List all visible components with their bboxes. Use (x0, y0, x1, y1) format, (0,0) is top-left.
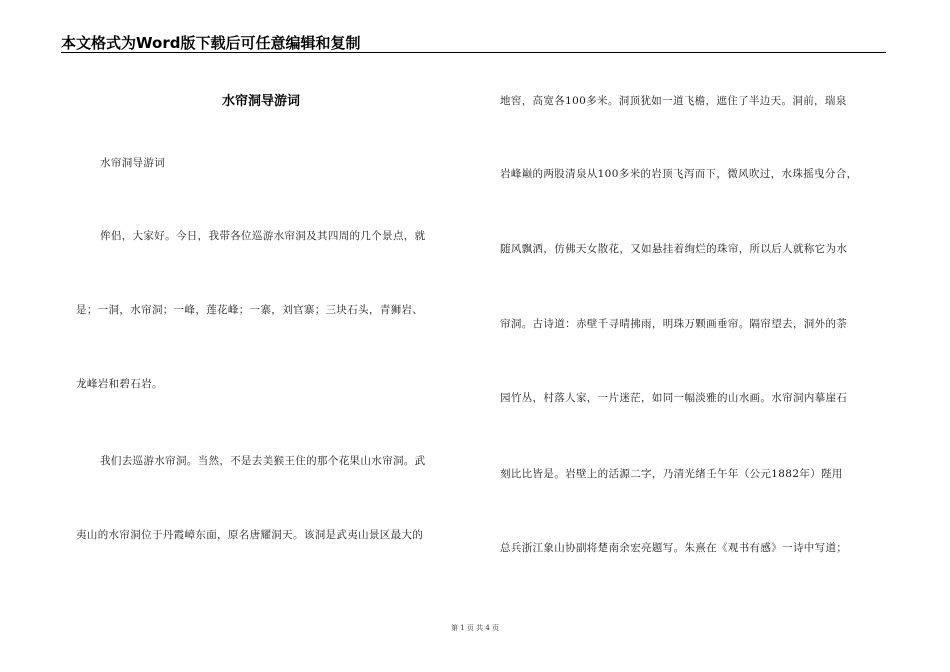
left-paragraph-line: 是；一洞，水帘洞；一峰，莲花峰；一寨，刘官寨；三块石头，青狮岩、 (76, 304, 424, 316)
left-paragraph-line: 水帘洞导游词 (100, 157, 166, 169)
right-paragraph-line: 总兵浙江象山协副将楚南余宏亮题写。朱熹在《观书有感》一诗中写道； (500, 542, 848, 554)
left-paragraph-line: 夷山的水帘洞位于丹霞嶂东面，原名唐耀洞天。该洞是武夷山景区最大的 (76, 529, 424, 541)
document-title: 水帘洞导游词 (221, 94, 300, 109)
left-paragraph-line: 龙峰岩和碧石岩。 (76, 378, 163, 390)
right-paragraph-line: 刻比比皆是。岩壁上的活源二字，乃清光绪壬午年（公元1882年）陛用 (500, 468, 843, 480)
left-paragraph-line: 侔侣，大家好。今日，我带各位巡游水帘洞及其四周的几个景点，就 (100, 230, 426, 242)
left-paragraph-line: 我们去巡游水帘洞。当然，不是去美猴王住的那个花果山水帘洞。武 (100, 455, 426, 467)
right-paragraph-line: 帘洞。古诗道：赤壁千寻晴拂雨，明珠万颗画垂帘。隔帘望去，洞外的荼 (500, 318, 848, 330)
right-paragraph-line: 岩峰巅的两股清泉从100多米的岩顶飞泻而下，微风吹过，水珠摇曳分合， (500, 168, 858, 180)
page-number: 第 1 页 共 4 页 (450, 624, 500, 632)
right-paragraph-line: 地窖，高宽各100多米。洞顶犹如一道飞檐，遮住了半边天。洞前，瑞泉 (500, 95, 847, 107)
header-banner: 本文格式为Word版下载后可任意编辑和复制 (61, 34, 361, 52)
right-paragraph-line: 随风飘洒，仿佛天女散花，又如悬挂着绚烂的珠帘，所以后人就称它为水 (500, 243, 848, 255)
header-divider (61, 52, 886, 53)
right-paragraph-line: 园竹丛，村落人家，一片迷茫，如同一幅淡雅的山水画。水帘洞内摹崖石 (500, 392, 848, 404)
